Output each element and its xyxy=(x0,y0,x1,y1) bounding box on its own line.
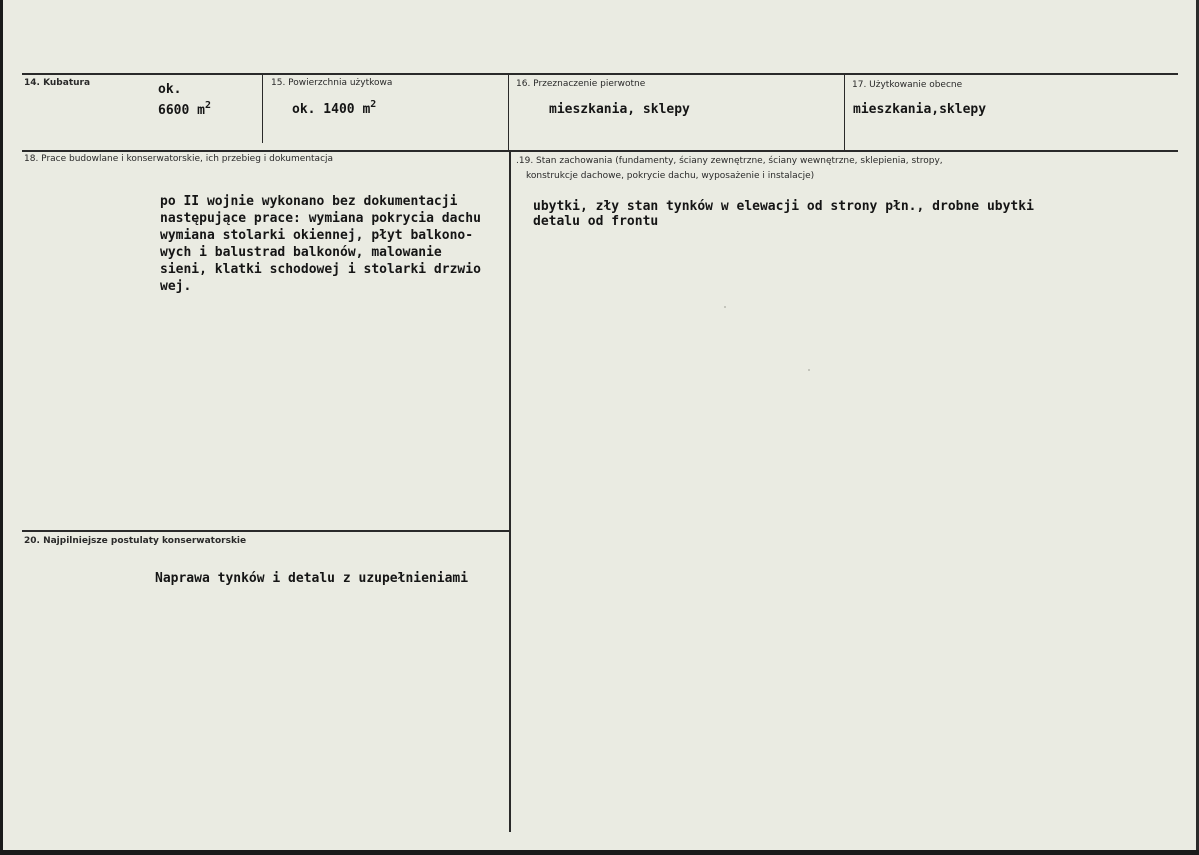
row1-top-rule xyxy=(22,73,1178,75)
field15-value-exponent: 2 xyxy=(370,99,377,110)
field18-label: 18. Prace budowlane i konserwatorskie, ich przebieg i dokumentacja xyxy=(24,154,334,164)
row1-divider-c xyxy=(844,75,845,151)
field20-value: Naprawa tynków i detalu z uzupełnieniami xyxy=(155,571,469,586)
row1-divider-b xyxy=(508,75,509,151)
field17-label: 17. Użytkowanie obecne xyxy=(852,80,963,90)
field18-line: wych i balustrad balkonów, malowanie xyxy=(160,245,442,260)
field20-label: 20. Najpilniejsze postulaty konserwatorskie xyxy=(24,536,247,546)
field14-value-exponent: 2 xyxy=(204,100,211,111)
field19-line: ubytki, zły stan tynków w elewacji od strony płn., drobne ubytki xyxy=(533,199,1034,214)
field16-value: mieszkania, sklepy xyxy=(549,102,690,117)
card-bottom-edge xyxy=(0,850,1199,855)
field16-label: 16. Przeznaczenie pierwotne xyxy=(516,79,646,89)
row1-divider-a xyxy=(262,75,263,143)
row2-top-rule xyxy=(22,150,1178,152)
field15-value-text: ok. 1400 m xyxy=(292,102,371,117)
field14-value-line2 xyxy=(158,102,211,119)
paper-speck xyxy=(808,369,810,371)
field17-value: mieszkania,sklepy xyxy=(853,102,987,117)
field15-value xyxy=(292,101,376,118)
field19-line: detalu od frontu xyxy=(533,214,659,229)
field18-line: następujące prace: wymiana pokrycia dachu xyxy=(160,211,481,226)
field18-line: po II wojnie wykonano bez dokumentacji xyxy=(160,194,458,209)
main-column-divider xyxy=(509,152,511,832)
card-left-edge xyxy=(0,0,3,855)
field20-top-rule xyxy=(22,530,510,532)
field14-value-text: 6600 m xyxy=(158,103,205,118)
field19-label-line2: konstrukcje dachowe, pokrycie dachu, wyposażenie i instalacje) xyxy=(526,171,815,181)
field15-label: 15. Powierzchnia użytkowa xyxy=(271,78,393,88)
field18-line: wej. xyxy=(160,279,192,294)
field14-label: 14. Kubatura xyxy=(24,78,91,88)
paper-speck xyxy=(724,306,726,308)
field18-line: wymiana stolarki okiennej, płyt balkono- xyxy=(160,228,474,243)
field19-label-line1: .19. Stan zachowania (fundamenty, ściany zewnętrzne, ściany wewnętrzne, sklepienia, stropy, xyxy=(516,156,943,166)
field14-value-line1: ok. xyxy=(158,82,182,97)
field18-line: sieni, klatki schodowej i stolarki drzwio xyxy=(160,262,481,277)
